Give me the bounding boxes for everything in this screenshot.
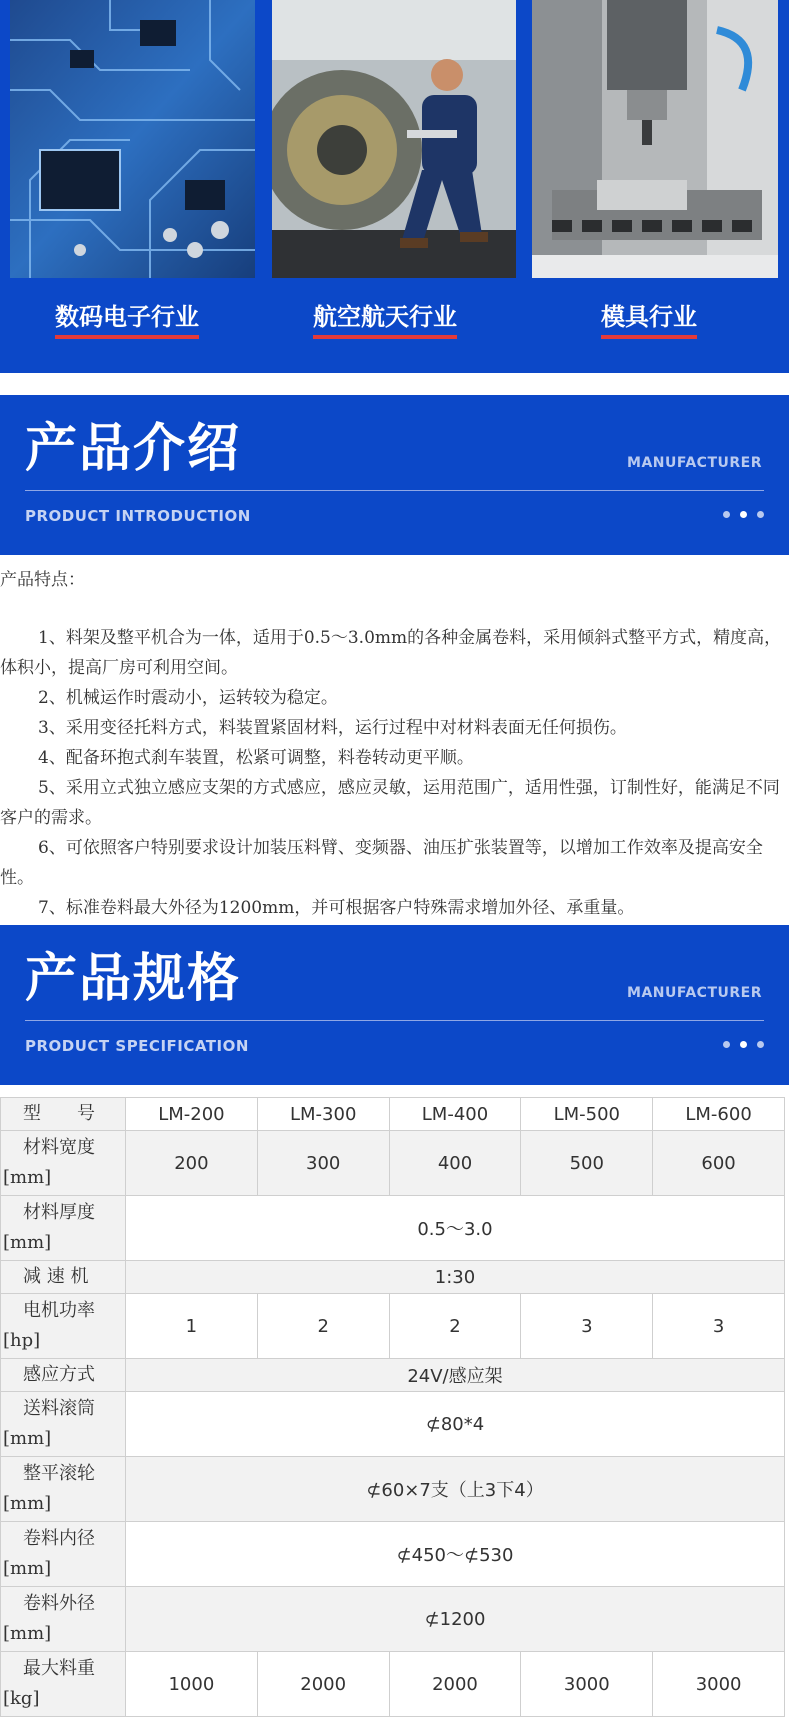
value-cell: 3 [653, 1294, 785, 1359]
dot-icon [757, 1041, 764, 1048]
model-cell: LM-300 [257, 1098, 389, 1131]
aerospace-engineer-image [272, 0, 516, 278]
spec-divider [25, 1020, 764, 1021]
row-unit: [mm] [3, 1232, 52, 1253]
value-cell: ⊄60×7支（上3下4） [126, 1457, 785, 1522]
row-label: 送料滚筒 [23, 1398, 95, 1419]
value-cell: 1000 [126, 1652, 258, 1717]
cnc-machine-image [532, 0, 778, 278]
value-cell: ⊄450～⊄530 [126, 1522, 785, 1587]
value-cell: 0.5～3.0 [126, 1196, 785, 1261]
table-row-max-weight [1, 1652, 785, 1717]
value-cell: 3000 [653, 1652, 785, 1717]
table-row-width [1, 1131, 785, 1196]
intro-manufacturer-label: MANUFACTURER [627, 455, 762, 471]
value-cell: 1 [126, 1294, 258, 1359]
industry-label-electronics: 数码电子行业 [55, 302, 199, 339]
row-label: 卷料内径 [23, 1528, 95, 1549]
table-row-motor [1, 1294, 785, 1359]
value-cell: 600 [653, 1131, 785, 1196]
table-row-model [1, 1098, 785, 1131]
value-cell: ⊄1200 [126, 1587, 785, 1652]
value-cell: 3000 [521, 1652, 653, 1717]
value-cell: 2000 [257, 1652, 389, 1717]
feature-item: 7、标准卷料最大外径为1200mm，并可根据客户特殊需求增加外径、承重量。 [38, 898, 635, 918]
row-label: 卷料外径 [23, 1593, 95, 1614]
table-row-reducer [1, 1261, 785, 1294]
dot-icon [723, 511, 730, 518]
value-cell: 400 [389, 1131, 521, 1196]
row-unit: [mm] [3, 1623, 52, 1644]
intro-dots [723, 511, 764, 518]
spec-table-wrapper [0, 1085, 789, 1717]
dot-icon [757, 511, 764, 518]
intro-title: 产品介绍 [25, 419, 242, 479]
value-cell: 300 [257, 1131, 389, 1196]
model-cell: LM-600 [653, 1098, 785, 1131]
value-cell: 2000 [389, 1652, 521, 1717]
spec-title: 产品规格 [25, 949, 242, 1009]
feature-item: 5、采用立式独立感应支架的方式感应，感应灵敏，运用范围广，适用性强，订制性好，能满足不同客户的需求。 [0, 778, 780, 828]
value-cell: 500 [521, 1131, 653, 1196]
row-label: 最大料重 [23, 1658, 95, 1679]
feature-item: 4、配备环抱式刹车装置，松紧可调整，料卷转动更平顺。 [38, 748, 474, 768]
feature-item: 2、机械运作时震动小，运转较为稳定。 [38, 688, 338, 708]
row-label: 整平滚轮 [23, 1463, 95, 1484]
row-label: 感应方式 [23, 1364, 95, 1385]
row-label: 电机功率 [23, 1300, 95, 1321]
value-cell: 3 [521, 1294, 653, 1359]
feature-item: 6、可依照客户特别要求设计加装压料臂、变频器、油压扩张装置等，以增加工作效率及提高安全性。 [0, 838, 763, 888]
value-cell: 200 [126, 1131, 258, 1196]
value-cell: 1:30 [126, 1261, 785, 1294]
model-cell: LM-200 [126, 1098, 258, 1131]
row-unit: [mm] [3, 1493, 52, 1514]
features-section [0, 555, 789, 925]
dot-icon [740, 511, 747, 518]
dot-icon [723, 1041, 730, 1048]
intro-banner [0, 395, 789, 555]
row-label: 材料宽度 [23, 1137, 95, 1158]
row-unit: [mm] [3, 1167, 52, 1188]
table-row-sensing [1, 1359, 785, 1392]
feature-item: 3、采用变径托料方式，料装置紧固材料，运行过程中对材料表面无任何损伤。 [38, 718, 627, 738]
table-row-outer-diameter [1, 1587, 785, 1652]
table-row-inner-diameter [1, 1522, 785, 1587]
row-unit: [kg] [3, 1688, 40, 1709]
row-label: 减 速 机 [23, 1266, 89, 1287]
spec-table [0, 1097, 785, 1717]
spec-subtitle: PRODUCT SPECIFICATION [25, 1037, 249, 1055]
section-gap [0, 373, 789, 395]
table-row-thickness [1, 1196, 785, 1261]
intro-divider [25, 490, 764, 491]
intro-subtitle: PRODUCT INTRODUCTION [25, 507, 251, 525]
row-unit: [mm] [3, 1428, 52, 1449]
industry-label-mold: 模具行业 [601, 302, 697, 339]
features-heading: 产品特点： [0, 570, 85, 590]
value-cell: ⊄80*4 [126, 1392, 785, 1457]
value-cell: 2 [257, 1294, 389, 1359]
industry-label-aerospace: 航空航天行业 [313, 302, 457, 339]
model-cell: LM-400 [389, 1098, 521, 1131]
circuit-board-image [10, 0, 255, 278]
spec-dots [723, 1041, 764, 1048]
spec-manufacturer-label: MANUFACTURER [627, 985, 762, 1001]
row-label: 型 号 [23, 1103, 95, 1124]
row-label: 材料厚度 [23, 1202, 95, 1223]
row-unit: [mm] [3, 1558, 52, 1579]
table-row-feed-roller [1, 1392, 785, 1457]
row-unit: [hp] [3, 1330, 41, 1351]
value-cell: 24V/感应架 [126, 1359, 785, 1392]
spec-banner [0, 925, 789, 1085]
feature-item: 1、料架及整平机合为一体，适用于0.5～3.0mm的各种金属卷料，采用倾斜式整平方式，精度高，体积小，提高厂房可利用空间。 [0, 628, 782, 678]
dot-icon [740, 1041, 747, 1048]
model-cell: LM-500 [521, 1098, 653, 1131]
industries-section [0, 0, 789, 373]
value-cell: 2 [389, 1294, 521, 1359]
table-row-level-roller [1, 1457, 785, 1522]
